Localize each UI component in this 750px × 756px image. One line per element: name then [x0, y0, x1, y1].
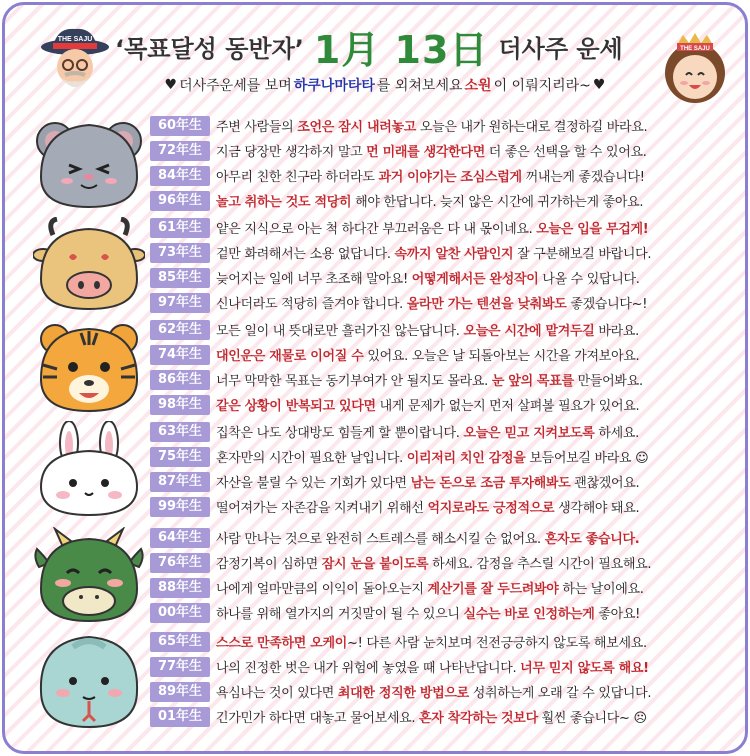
fortune-row: [150, 704, 742, 729]
fortune-row: [150, 392, 742, 417]
fortune-text: 사람 만나는 것으로 완전히 스트레스를 해소시킬 순 없어요. 혼자도 좋습니다.: [216, 532, 640, 547]
fortune-row: [150, 679, 742, 704]
year-badge: 72年生: [150, 141, 210, 161]
year-badge: 61年生: [150, 218, 210, 238]
fortune-rows: [150, 629, 742, 729]
fortune-text: 같은 상황이 반복되고 있다면 내게 문제가 없는지 먼저 살펴볼 필요가 있어요.: [216, 399, 640, 414]
group-tiger: [25, 315, 740, 417]
snake-icon: [33, 631, 145, 729]
fortune-text: 긴가민가 하다면 대놓고 물어보세요. 혼자 착각하는 것보다 훨씬 좋습니다~ ☹: [216, 711, 647, 726]
year-badge: 84年生: [150, 166, 210, 186]
fortune-text: 지금 당장만 생각하지 말고 먼 미래를 생각한다면 더 좋은 선택을 할 수 있어요.: [216, 145, 647, 160]
fortune-rows: [150, 215, 742, 315]
fortune-row: [150, 240, 742, 265]
year-badge: 77年生: [150, 657, 210, 677]
fortune-text: 겉만 화려해서는 소용 없답니다. 속까지 알찬 사람인지 잘 구분해보길 바랍니다.: [216, 247, 652, 262]
year-badge: 87年生: [150, 472, 210, 492]
fortune-text: 감정기복이 심하면 잠시 눈을 붙이도록 하세요. 감정을 추스릴 시간이 필요해요.: [216, 557, 652, 572]
fortune-text: 주변 사람들의 조언은 잠시 내려놓고 오늘은 내가 원하는대로 결정하길 바라요.: [216, 120, 648, 135]
year-badge: 86年生: [150, 370, 210, 390]
year-badge: 73年生: [150, 243, 210, 263]
fortune-text: 나에게 얼마만큼의 이익이 돌아오는지 계산기를 잘 두드려봐야 하는 날이에요.: [216, 582, 644, 597]
fortune-row: [150, 600, 742, 625]
fortune-row: [150, 265, 742, 290]
fortune-row: [150, 342, 742, 367]
fortune-rows: [150, 525, 742, 625]
year-badge: 00年生: [150, 603, 210, 623]
fortune-row: [150, 317, 742, 342]
year-badge: 88年生: [150, 578, 210, 598]
fortune-row: [150, 419, 742, 444]
fortune-text: 욕심나는 것이 있다면 최대한 정직한 방법으로 성취하는게 오래 갈 수 있답니다.: [216, 686, 652, 701]
subtitle-pre: 더사주운세를 보며: [179, 78, 292, 94]
year-badge: 60年生: [150, 116, 210, 136]
subtitle-blue: 하쿠나마타타: [293, 78, 375, 94]
fortune-text: 집착은 나도 상대방도 힘들게 할 뿐이랍니다. 오늘은 믿고 지켜보도록 하세요.: [216, 426, 639, 441]
title: [115, 19, 655, 73]
subtitle-red: 소원: [464, 78, 492, 94]
subtitle-post: 이 이뤄지리라~: [493, 78, 591, 94]
fortune-row: [150, 654, 742, 679]
fortune-text: 혼자만의 시간이 필요한 날입니다. 이리저리 치인 감정을 보듬어보길 바라요 ☺: [216, 451, 649, 466]
fortune-rows: [150, 317, 742, 417]
fortune-row: [150, 494, 742, 519]
fortune-text: 신나더라도 적당히 즐겨야 합니다. 올라만 가는 텐션을 낮춰봐도 좋겠습니다~!: [216, 297, 648, 312]
year-badge: 85年生: [150, 268, 210, 288]
year-badge: 97年生: [150, 293, 210, 313]
fortune-row: [150, 469, 742, 494]
year-badge: 62年生: [150, 320, 210, 340]
dragon-icon: [33, 527, 145, 625]
year-badge: 99年生: [150, 497, 210, 517]
fortune-text: 늦어지는 일에 너무 초조해 말아요! 어떻게해서든 완성작이 나올 수 있답니다.: [216, 272, 640, 287]
fortune-text: 아무리 친한 친구라 하더라도 과거 이야기는 조심스럽게 꺼내는게 좋겠습니다!: [216, 170, 645, 185]
group-snake: [25, 627, 740, 729]
subtitle: [115, 73, 655, 97]
fortune-row: [150, 629, 742, 654]
fortune-row: [150, 163, 742, 188]
fortune-text: 자산을 불릴 수 있는 기회가 있다면 남는 돈으로 조금 투자해봐도 괜찮겠어요.: [216, 476, 640, 491]
fortune-text: 놀고 취하는 것도 적당히 해야 한답니다. 늦지 않은 시간에 귀가하는게 좋아요.: [216, 195, 644, 210]
group-rabbit: [25, 417, 740, 519]
fortune-text: 스스로 만족하면 오케이~! 다른 사람 눈치보며 전전긍긍하지 않도록 해보세요.: [216, 636, 647, 651]
ox-icon: [33, 217, 145, 315]
fortune-row: [150, 550, 742, 575]
year-badge: 74年生: [150, 345, 210, 365]
heart-icon: ♥: [592, 77, 606, 93]
year-badge: 65年生: [150, 632, 210, 652]
tiger-icon: [33, 319, 145, 417]
title-quote: ‘목표달성 동반자’: [115, 34, 304, 63]
fortune-text: 얕은 지식으로 아는 척 하다간 부끄러움은 다 내 몫이네요. 오늘은 입을 무겁게!: [216, 222, 649, 237]
group-dragon: [25, 523, 740, 625]
year-badge: 75年生: [150, 447, 210, 467]
heart-icon: ♥: [164, 77, 178, 93]
title-date: 1月 13日: [313, 27, 489, 72]
fortune-card: [2, 2, 748, 754]
fortune-rows: [150, 419, 742, 519]
mouse-icon: [33, 115, 145, 213]
year-badge: 96年生: [150, 191, 210, 211]
header: [5, 5, 745, 105]
svg-text:THE SAJU: THE SAJU: [680, 46, 710, 52]
fortune-rows: [150, 113, 742, 213]
fortune-row: [150, 290, 742, 315]
fortune-row: [150, 215, 742, 240]
rabbit-icon: [33, 421, 145, 519]
fortune-row: [150, 113, 742, 138]
group-mouse: [25, 111, 740, 213]
fortune-row: [150, 575, 742, 600]
fortune-text: 하나를 위해 열가지의 거짓말이 될 수 있으니 실수는 바로 인정하는게 좋아요!: [216, 607, 641, 622]
grandpa-avatar: [39, 27, 111, 99]
fortune-row: [150, 525, 742, 550]
group-ox: [25, 213, 740, 315]
fortune-text: 나의 진정한 벗은 내가 위험에 놓였을 때 나타난답니다. 너무 믿지 않도록 해요!: [216, 661, 649, 676]
fortune-text: 모든 일이 내 뜻대로만 흘러가진 않는답니다. 오늘은 시간에 맡겨두길 바라요.: [216, 324, 639, 339]
year-badge: 01年生: [150, 707, 210, 727]
fortune-row: [150, 367, 742, 392]
fortune-text: 떨어져가는 자존감을 지켜내기 위해선 억지로라도 긍정적으로 생각해야 돼요.: [216, 501, 640, 516]
fortune-row: [150, 444, 742, 469]
svg-text:THE SAJU: THE SAJU: [57, 36, 93, 43]
subtitle-mid: 를 외쳐보세요: [376, 78, 463, 94]
fortune-text: 대인운은 재물로 이어질 수 있어요. 오늘은 날 되돌아보는 시간을 가져보아요.: [216, 349, 640, 364]
fortune-text: 너무 막막한 목표는 동기부여가 안 될지도 몰라요. 눈 앞의 목표를 만들어봐요.: [216, 374, 643, 389]
fortune-row: [150, 188, 742, 213]
year-badge: 64年生: [150, 528, 210, 548]
girl-avatar: [655, 33, 735, 105]
year-badge: 89年生: [150, 682, 210, 702]
year-badge: 63年生: [150, 422, 210, 442]
year-badge: 98年生: [150, 395, 210, 415]
fortune-row: [150, 138, 742, 163]
title-tail: 더사주 운세: [498, 34, 623, 63]
year-badge: 76年生: [150, 553, 210, 573]
